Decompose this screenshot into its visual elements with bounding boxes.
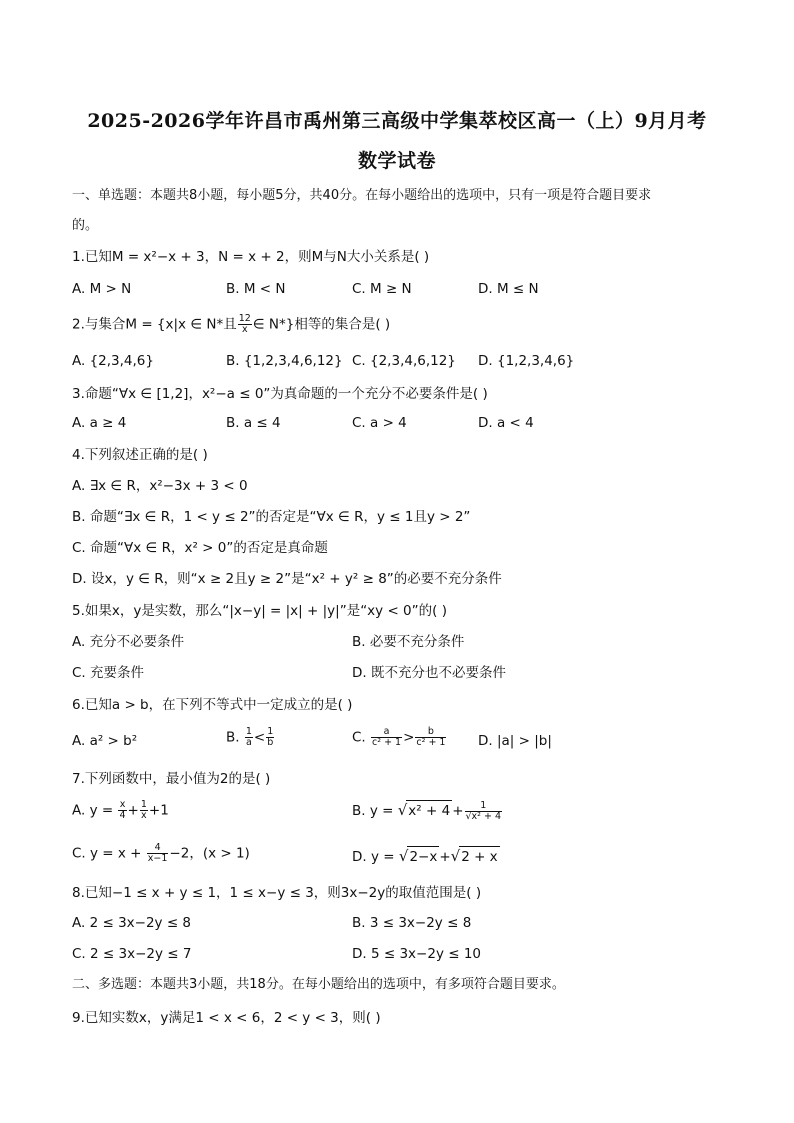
q1-option-d[interactable]: D. M ≤ N (478, 281, 539, 297)
q6-b-right-frac (266, 727, 274, 748)
q7-a-plus: + (127, 802, 139, 819)
q8-option-b[interactable]: B. 3 ≤ 3x−2y ≤ 8 (352, 915, 472, 931)
q8-option-a[interactable]: A. 2 ≤ 3x−2y ≤ 8 (72, 915, 192, 931)
q6-option-a[interactable]: A. a² > b² (72, 733, 138, 749)
sqrt-icon: √ (397, 801, 408, 819)
q8-option-d[interactable]: D. 5 ≤ 3x−2y ≤ 10 (352, 946, 482, 962)
q2-stem-end: ∈ N*}相等的集合是( ) (252, 316, 391, 333)
q6-b-rnum: 1 (267, 726, 274, 737)
q7-c-frac (147, 843, 169, 864)
q6-b-label: B. (226, 729, 240, 746)
q6-b-rden: b (267, 737, 274, 748)
q2-fraction (238, 314, 252, 335)
question-2-stem (72, 314, 390, 335)
q8-option-c[interactable]: C. 2 ≤ 3x−2y ≤ 7 (72, 946, 192, 962)
q3-option-d[interactable]: D. a < 4 (478, 415, 534, 431)
q6-c-lnum: a (371, 727, 402, 738)
q7-a-f2-den: x (141, 810, 147, 821)
q6-c-op: > (403, 729, 415, 746)
q2-frac-num: 12 (238, 313, 251, 324)
q6-b-left-frac (245, 727, 253, 748)
question-7-stem: 7.下列函数中，最小值为2的是( ) (72, 771, 271, 787)
q4-option-c[interactable]: C. 命题“∀x ∈ R，x² > 0”的否定是真命题 (72, 540, 328, 556)
q5-option-c[interactable]: C. 充要条件 (72, 665, 145, 681)
sqrt-icon: √ (450, 847, 461, 865)
q7-b-f-den: √x² + 4 (465, 810, 502, 822)
q6-b-op: < (253, 729, 266, 746)
q7-b-f-num: 1 (465, 801, 503, 812)
section1-instructions-cont: 的。 (72, 218, 99, 233)
q1-option-a[interactable]: A. M > N (72, 281, 132, 297)
question-9-stem: 9.已知实数x，y满足1 < x < 6，2 < y < 3，则( ) (72, 1010, 381, 1026)
q7-b-frac (465, 801, 503, 822)
q6-option-d[interactable]: D. |a| > |b| (478, 733, 552, 749)
q7-c-f-num: 4 (147, 843, 169, 854)
q6-c-label: C. (352, 729, 366, 746)
q7-a-f2-num: 1 (140, 799, 147, 810)
q7-a-f1-den: 4 (119, 810, 126, 821)
q6-b-lden: a (245, 737, 252, 748)
q2-option-c[interactable]: C. {2,3,4,6,12} (352, 353, 456, 369)
section1-instructions: 一、单选题：本题共8小题，每小题5分，共40分。在每小题给出的选项中，只有一项是符合题目要求 (72, 188, 652, 203)
exam-title-line2: 数学试卷 (357, 150, 436, 172)
q7-b-radicand: x² + 4 (406, 800, 452, 821)
q7-c-f-den: x−1 (147, 853, 168, 864)
q7-b-plus: + (452, 803, 464, 819)
q2-stem-start: 2.与集合M = {x|x ∈ N*且 (72, 316, 237, 333)
q6-c-right-frac (415, 727, 446, 748)
exam-title-line1: 2025-2026学年许昌市禹州第三高级中学集萃校区高一（上）9月月考 (87, 110, 707, 132)
q2-frac-den: x (241, 324, 248, 335)
q6-c-lden: c² + 1 (372, 737, 402, 748)
q6-b-lnum: 1 (245, 726, 252, 737)
q5-option-d[interactable]: D. 既不充分也不必要条件 (352, 665, 506, 681)
q7-d-radicand1: 2−x (407, 846, 439, 867)
sqrt-icon: √ (398, 847, 409, 865)
q7-b-label: B. y = (352, 803, 394, 819)
question-6-stem: 6.已知a > b，在下列不等式中一定成立的是( ) (72, 697, 353, 713)
q2-option-b[interactable]: B. {1,2,3,4,6,12} (226, 353, 343, 369)
q1-option-b[interactable]: B. M < N (226, 281, 286, 297)
q5-option-b[interactable]: B. 必要不充分条件 (352, 634, 465, 650)
q7-d-plus: + (439, 849, 451, 865)
q7-option-c[interactable] (72, 843, 250, 864)
q7-option-a[interactable] (72, 800, 169, 821)
q4-option-a[interactable]: A. ∃x ∈ R，x²−3x + 3 < 0 (72, 478, 248, 494)
q7-c-label: C. y = x + (72, 845, 142, 862)
q7-a-f1-num: x (119, 799, 126, 810)
q4-option-d[interactable]: D. 设x，y ∈ R，则“x ≥ 2且y ≥ 2”是“x² + y² ≥ 8”的必要不充分条件 (72, 571, 502, 587)
q3-option-c[interactable]: C. a > 4 (352, 415, 407, 431)
q3-option-b[interactable]: B. a ≤ 4 (226, 415, 281, 431)
question-8-stem: 8.已知−1 ≤ x + y ≤ 1，1 ≤ x−y ≤ 3，则3x−2y的取值范围是( ) (72, 885, 482, 901)
q7-a-frac1 (118, 800, 126, 821)
question-3-stem: 3.命题“∀x ∈ [1,2]，x²−a ≤ 0”为真命题的一个充分不必要条件是( ) (72, 386, 488, 402)
question-1-stem: 1.已知M = x²−x + 3，N = x + 2，则M与N大小关系是( ) (72, 249, 430, 265)
q6-option-c[interactable] (352, 727, 447, 748)
q7-a-label: A. y = (72, 802, 114, 819)
q1-option-c[interactable]: C. M ≥ N (352, 281, 412, 297)
q7-option-d[interactable] (352, 846, 500, 867)
q6-c-left-frac (371, 727, 402, 748)
q7-a-frac2 (140, 800, 148, 821)
q3-option-a[interactable]: A. a ≥ 4 (72, 415, 127, 431)
q7-c-tail: −2，(x > 1) (169, 845, 250, 862)
q6-c-rnum: b (415, 727, 446, 738)
section2-instructions: 二、多选题：本题共3小题，共18分。在每小题给出的选项中，有多项符合题目要求。 (72, 977, 565, 992)
question-5-stem: 5.如果x，y是实数，那么“|x−y| = |x| + |y|”是“xy < 0”的( ) (72, 603, 447, 619)
q7-d-label: D. y = (352, 849, 395, 865)
q4-option-b[interactable]: B. 命题“∃x ∈ R，1 < y ≤ 2”的否定是“∀x ∈ R，y ≤ 1且y > 2” (72, 509, 471, 525)
q7-a-tail: +1 (148, 802, 169, 819)
q6-c-rden: c² + 1 (416, 737, 446, 748)
question-4-stem: 4.下列叙述正确的是( ) (72, 447, 208, 463)
q6-option-b[interactable] (226, 727, 275, 748)
q7-option-b[interactable] (352, 800, 503, 822)
q5-option-a[interactable]: A. 充分不必要条件 (72, 634, 185, 650)
q2-option-a[interactable]: A. {2,3,4,6} (72, 353, 154, 369)
q7-d-radicand2: 2 + x (459, 846, 499, 867)
q2-option-d[interactable]: D. {1,2,3,4,6} (478, 353, 575, 369)
